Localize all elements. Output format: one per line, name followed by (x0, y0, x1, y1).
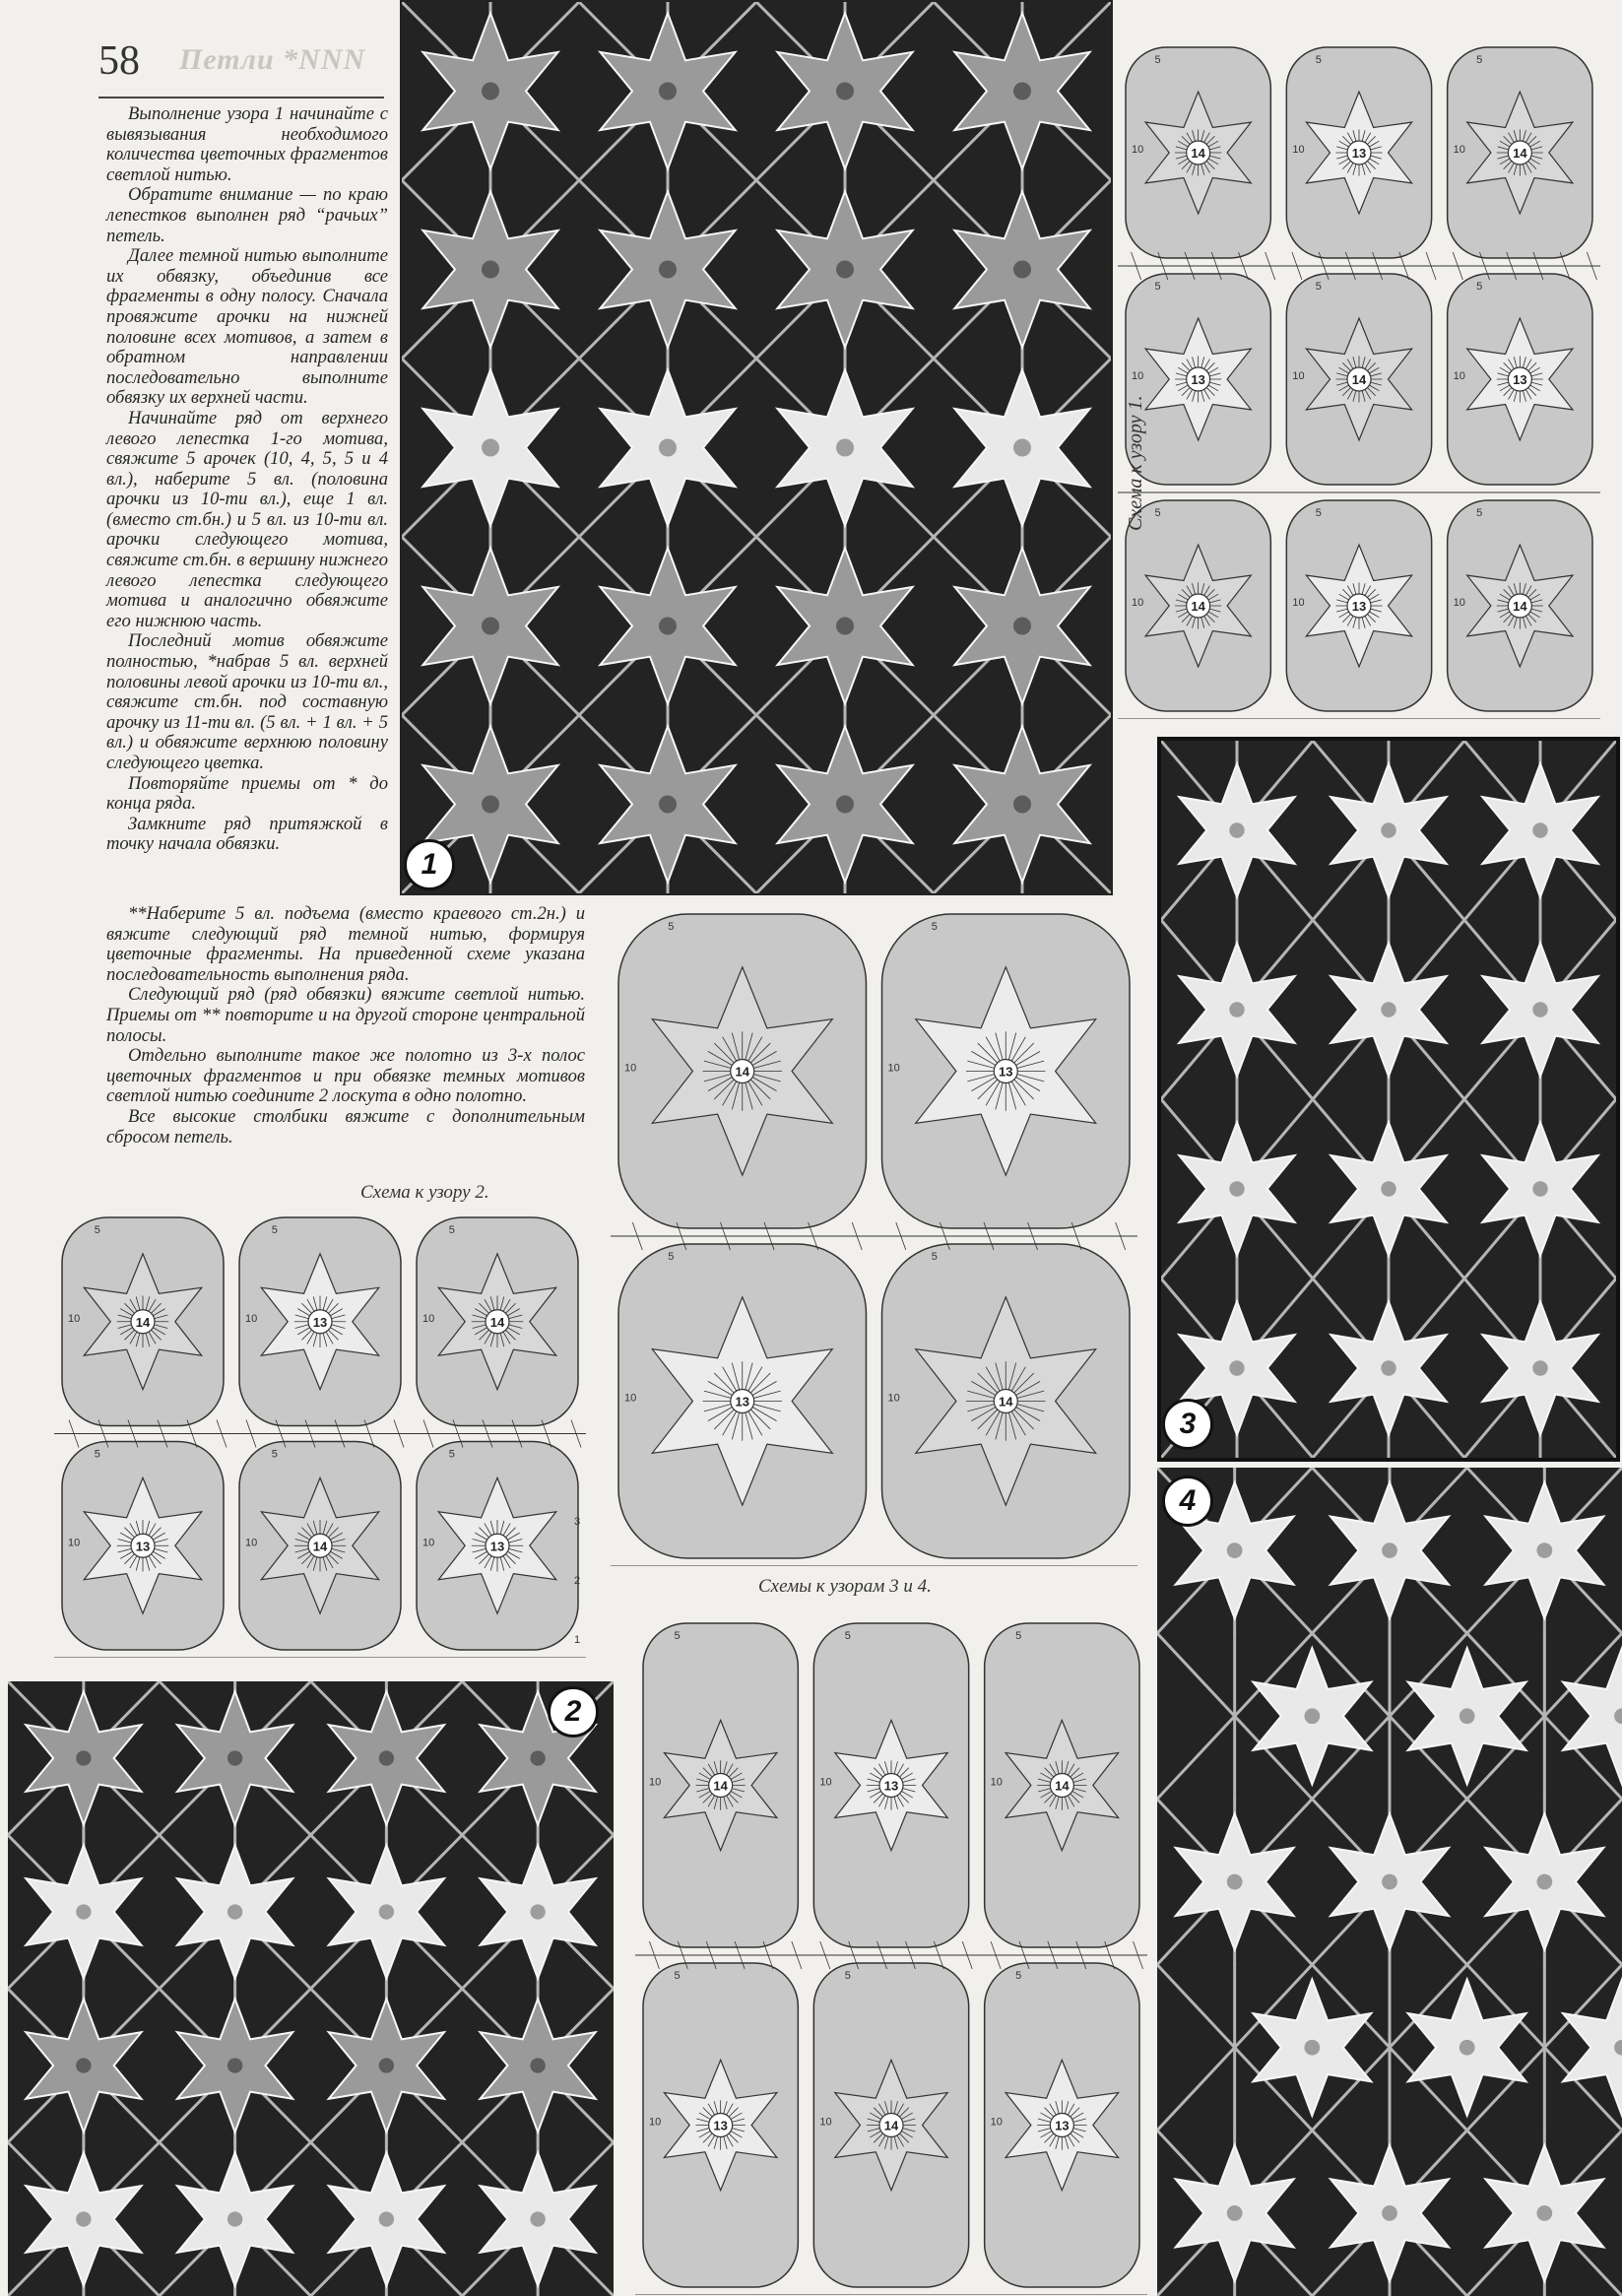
flower-center (659, 796, 677, 814)
instructions-paragraph: Отдельно выполните такое же полотно из 3-х полос цветочных фрагментов и при обвязке темных мотивов светлой нитью соедините 2 лоскута в одно полотно. (106, 1045, 585, 1107)
flower-center (482, 618, 499, 635)
motif-center-label: 14 (1191, 599, 1205, 614)
instructions-paragraph: Повторяйте приемы от * до конца ряда. (106, 772, 388, 815)
motif-center-label: 14 (1513, 146, 1527, 161)
arch-count-label: 5 (448, 1448, 455, 1461)
scheme-1-caption: Схема к узору 1. (1125, 395, 1146, 531)
flower-center (482, 261, 499, 279)
motif-center-label: 13 (312, 1314, 328, 1330)
scheme-3-4-svg-lower (635, 1615, 1147, 2295)
flower-center (1536, 1874, 1552, 1890)
flower-center (1381, 822, 1395, 837)
scheme-3-4-diagram-upper (611, 906, 1137, 1566)
arch-count-label: 5 (448, 1224, 455, 1236)
lace-photo-2 (8, 1681, 614, 2296)
photo-2-badge: 2 (548, 1686, 599, 1738)
flower-center (1227, 1874, 1243, 1890)
motif-center-label: 14 (489, 1314, 505, 1330)
flower-center (1229, 1360, 1244, 1375)
row-mark-label: 3 (574, 1516, 581, 1528)
scheme-2-svg (54, 1210, 586, 1658)
arch-count-label: 5 (674, 1970, 681, 1982)
flower-center (1460, 1708, 1475, 1724)
motif-center-label: 13 (1191, 372, 1205, 387)
flower-center (1381, 1181, 1395, 1196)
arch-count-label: 5 (1315, 281, 1322, 293)
photo-1-badge: 1 (404, 839, 455, 890)
side-count-label: 10 (1292, 144, 1305, 156)
flower-center (1532, 1181, 1547, 1196)
arch-count-label: 5 (94, 1224, 100, 1236)
flower-center (1013, 439, 1031, 457)
flower-center (659, 261, 677, 279)
arch-count-label: 5 (1154, 281, 1161, 293)
motif-center-label: 14 (883, 2118, 899, 2133)
flower-center (1382, 2205, 1397, 2221)
motif-center-label: 14 (1055, 1778, 1070, 1794)
motif-center-label: 13 (999, 1064, 1013, 1080)
instructions-paragraph: Последний мотив обвяжите полностью, *набрав 5 вл. верхней половины левой арочки из 10-ти вл., свяжите ст.бн. под составную арочку из 11-ти вл. (5 вл. + 1 вл. + 5 вл.) и обвяжите верхнюю половину следующего цветка. (106, 630, 388, 773)
side-count-label: 10 (819, 2116, 832, 2129)
side-count-label: 10 (624, 1392, 637, 1405)
motif-center-label: 13 (135, 1539, 151, 1554)
arch-count-label: 5 (1315, 54, 1322, 66)
motif-center-label: 13 (1055, 2118, 1070, 2133)
flower-center (1536, 2205, 1552, 2221)
flower-center (530, 1750, 545, 1765)
instructions-paragraph: Начинайте ряд от верхнего левого лепестка 1-го мотива, свяжите 5 арочек (10, 4, 5, 5 и 4 вл.), наберите 5 вл. (половина арочки из 10-ти вл.), еще 1 вл. (вместо ст.бн.) и 5 вл. из 10-ти вл. арочки следующего мотива, свяжите ст.бн. в вершину нижнего левого лепестка следующего мотива и аналогично обвяжите его нижнюю часть. (106, 407, 388, 631)
scheme-3-4-caption: Схемы к узорам 3 и 4. (758, 1576, 932, 1597)
row-mark-label: 1 (574, 1634, 581, 1646)
arch-count-label: 5 (844, 1630, 851, 1642)
instructions-paragraph: **Наберите 5 вл. подъема (вместо краевого ст.2н.) и вяжите следующий ряд темной нитью, формируя цветочные фрагменты. На приведенной схеме указана последовательность выполнения ряда. (106, 903, 585, 985)
flower-center (1013, 618, 1031, 635)
side-count-label: 10 (245, 1537, 258, 1549)
scheme-1-diagram (1118, 39, 1600, 719)
flower-center (659, 439, 677, 457)
side-count-label: 10 (649, 1776, 662, 1789)
flower-center (379, 1904, 394, 1919)
flower-center (1227, 2205, 1243, 2221)
flower-center (1227, 1542, 1243, 1558)
side-count-label: 10 (422, 1537, 435, 1549)
side-count-label: 10 (819, 1776, 832, 1789)
side-count-label: 10 (1453, 597, 1465, 609)
flower-center (379, 1750, 394, 1765)
arch-count-label: 5 (674, 1630, 681, 1642)
motif-center-label: 13 (735, 1394, 749, 1410)
flower-center (530, 2211, 545, 2226)
flower-center (836, 796, 854, 814)
motif-center-label: 14 (312, 1539, 328, 1554)
flower-center (659, 83, 677, 100)
flower-center (227, 2211, 242, 2226)
photo-pattern-2 (8, 1681, 614, 2296)
side-count-label: 10 (887, 1392, 900, 1405)
side-count-label: 10 (1453, 370, 1465, 382)
flower-center (659, 618, 677, 635)
flower-center (1304, 1708, 1320, 1724)
motif-center-label: 14 (999, 1394, 1013, 1410)
photo-4-badge: 4 (1162, 1476, 1213, 1527)
side-count-label: 10 (1292, 597, 1305, 609)
flower-center (836, 439, 854, 457)
lace-photo-1 (402, 2, 1111, 893)
side-count-label: 10 (68, 1312, 81, 1325)
motif-center-label: 13 (1513, 372, 1527, 387)
lace-photo-4 (1157, 1468, 1622, 2296)
instructions-column (106, 104, 388, 855)
flower-center (1460, 2040, 1475, 2056)
arch-count-label: 5 (1476, 54, 1483, 66)
side-count-label: 10 (422, 1312, 435, 1325)
arch-count-label: 5 (931, 921, 938, 933)
flower-center (76, 2058, 91, 2072)
flower-center (227, 2058, 242, 2072)
motif-center-label: 13 (883, 1778, 899, 1794)
photo-pattern-4 (1157, 1468, 1622, 2296)
photo-pattern-1 (400, 0, 1113, 895)
side-count-label: 10 (1132, 370, 1144, 382)
motif-center-label: 13 (1351, 599, 1367, 614)
flower-center (1304, 2040, 1320, 2056)
flower-center (1532, 1002, 1547, 1017)
flower-center (836, 261, 854, 279)
arch-count-label: 5 (1154, 54, 1161, 66)
flower-center (1229, 1181, 1244, 1196)
side-count-label: 10 (1132, 144, 1144, 156)
arch-count-label: 5 (271, 1224, 278, 1236)
side-count-label: 10 (1132, 597, 1144, 609)
instructions-paragraph: Замкните ряд притяжкой в точку начала обвязки. (106, 813, 388, 855)
flower-center (76, 1750, 91, 1765)
scheme-2-caption: Схема к узору 2. (360, 1182, 489, 1203)
flower-center (379, 2058, 394, 2072)
side-count-label: 10 (990, 2116, 1003, 2129)
instructions-paragraph: Далее темной нитью выполните их обвязку, объединив все фрагменты в одну полосу. Сначала провяжите арочки на нижней половине всех мотивов, а затем в обратном направлении последовательно выполните обвязку их верхней части. (106, 245, 388, 409)
flower-center (1532, 1360, 1547, 1375)
flower-center (836, 618, 854, 635)
arch-count-label: 5 (844, 1970, 851, 1982)
scheme-3-4-svg-upper (611, 906, 1137, 1566)
arch-count-label: 5 (668, 1251, 675, 1263)
scheme-3-4-diagram-lower (635, 1615, 1147, 2295)
row-mark-label: 2 (574, 1575, 581, 1587)
side-count-label: 10 (1453, 144, 1465, 156)
flower-center (1382, 1874, 1397, 1890)
side-count-label: 10 (649, 2116, 662, 2129)
flower-center (1013, 261, 1031, 279)
flower-center (379, 2211, 394, 2226)
arch-count-label: 5 (1015, 1970, 1022, 1982)
flower-center (482, 439, 499, 457)
flower-center (1229, 822, 1244, 837)
arch-count-label: 5 (94, 1448, 100, 1461)
flower-center (1381, 1002, 1395, 1017)
side-count-label: 10 (990, 1776, 1003, 1789)
motif-center-label: 13 (1351, 146, 1367, 161)
flower-center (1381, 1360, 1395, 1375)
side-count-label: 10 (624, 1062, 637, 1075)
motif-center-label: 13 (713, 2118, 728, 2133)
motif-center-label: 14 (1351, 372, 1367, 387)
flower-center (76, 1904, 91, 1919)
instructions-continued (106, 904, 585, 1148)
arch-count-label: 5 (1476, 281, 1483, 293)
arch-count-label: 5 (668, 921, 675, 933)
photo-pattern-3 (1157, 737, 1620, 1462)
flower-center (1382, 1542, 1397, 1558)
motif-center-label: 14 (1513, 599, 1527, 614)
side-count-label: 10 (887, 1062, 900, 1075)
side-count-label: 10 (68, 1537, 81, 1549)
photo-3-badge: 3 (1162, 1399, 1213, 1450)
page-number: 58 (98, 38, 140, 84)
motif-center-label: 14 (1191, 146, 1205, 161)
flower-center (1532, 822, 1547, 837)
arch-count-label: 5 (1154, 507, 1161, 519)
side-count-label: 10 (1292, 370, 1305, 382)
motif-center-label: 14 (735, 1064, 749, 1080)
flower-center (482, 796, 499, 814)
motif-center-label: 14 (713, 1778, 728, 1794)
lace-photo-3 (1161, 741, 1616, 1458)
flower-center (227, 1904, 242, 1919)
instructions-paragraph: Обратите внимание — по краю лепестков выполнен ряд “рачьих” петель. (106, 184, 388, 246)
header-ghost-text: Петли *NNN (179, 43, 366, 76)
arch-count-label: 5 (1015, 1630, 1022, 1642)
flower-center (1536, 1542, 1552, 1558)
motif-center-label: 13 (489, 1539, 505, 1554)
motif-center-label: 14 (135, 1314, 151, 1330)
arch-count-label: 5 (271, 1448, 278, 1461)
arch-count-label: 5 (1315, 507, 1322, 519)
flower-center (1229, 1002, 1244, 1017)
arch-count-label: 5 (1476, 507, 1483, 519)
scheme-2-diagram (54, 1210, 586, 1658)
instructions-paragraph: Выполнение узора 1 начинайте с вывязывания необходимого количества цветочных фрагментов светлой нитью. (106, 103, 388, 185)
flower-center (1013, 796, 1031, 814)
scheme-1-svg (1118, 39, 1600, 719)
side-count-label: 10 (245, 1312, 258, 1325)
flower-center (836, 83, 854, 100)
flower-center (530, 2058, 545, 2072)
instructions-paragraph: Следующий ряд (ряд обвязки) вяжите светлой нитью. Приемы от ** повторите и на другой стороне центральной полосы. (106, 984, 585, 1046)
flower-center (1013, 83, 1031, 100)
arch-count-label: 5 (931, 1251, 938, 1263)
top-rule (98, 97, 384, 98)
instructions-paragraph: Все высокие столбики вяжите с дополнительным сбросом петель. (106, 1105, 585, 1148)
flower-center (482, 83, 499, 100)
flower-center (76, 2211, 91, 2226)
flower-center (530, 1904, 545, 1919)
flower-center (227, 1750, 242, 1765)
